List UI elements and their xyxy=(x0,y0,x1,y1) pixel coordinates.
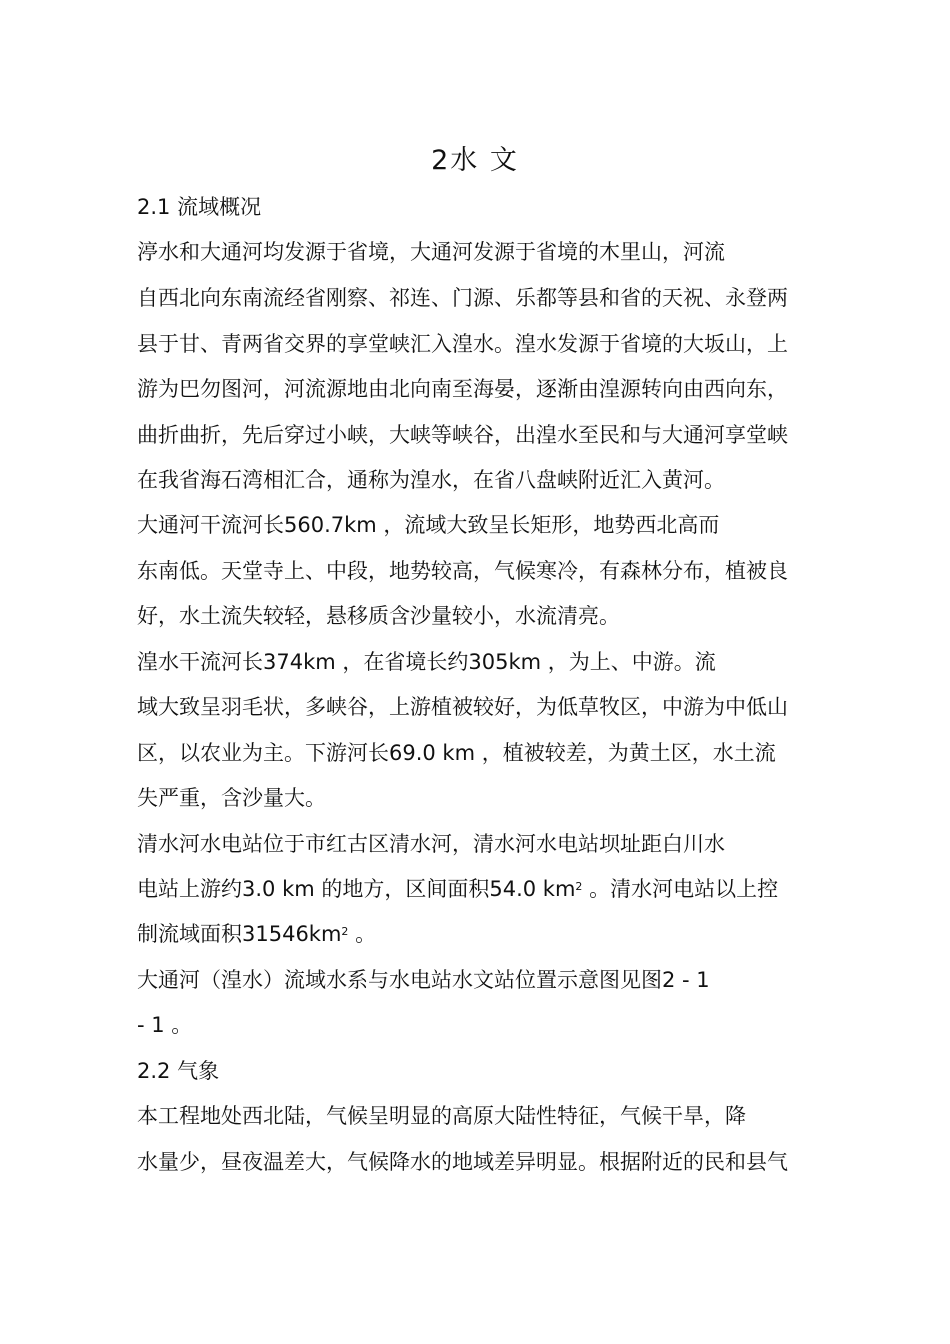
paragraph-line: 好，水土流失较轻，悬移质含沙量较小，水流清亮。 xyxy=(137,604,620,628)
paragraph-line: 本工程地处西北陆，气候呈明显的高原大陆性特征，气候干旱，降 xyxy=(137,1104,746,1128)
paragraph-line: 水量少，昼夜温差大，气候降水的地域差异明显。根据附近的民和县气 xyxy=(137,1150,788,1174)
paragraph-line: 湟水干流河长374km ，在省境长约305km ，为上、中游。流 xyxy=(137,650,716,674)
line-text: 制流域面积31546km xyxy=(137,922,342,946)
paragraph-line: 域大致呈羽毛状，多峡谷，上游植被较好，为低草牧区，中游为中低山 xyxy=(137,695,788,719)
paragraph-line: 自西北向东南流经省刚察、祁连、门源、乐都等县和省的天祝、永登两 xyxy=(137,286,788,310)
paragraph-line: 失严重，含沙量大。 xyxy=(137,786,326,810)
paragraph-line: 大通河（湟水）流域水系与水电站水文站位置示意图见图2 - 1 xyxy=(137,968,710,992)
paragraph-line: 大通河干流河长560.7km ，流域大致呈长矩形，地势西北高而 xyxy=(137,513,720,537)
paragraph-line: 区，以农业为主。下游河长69.0 km ，植被较差，为黄土区，水土流 xyxy=(137,741,776,765)
paragraph-line: - 1 。 xyxy=(137,1013,193,1037)
paragraph-line: 曲折曲折，先后穿过小峡，大峡等峡谷，出湟水至民和与大通河享堂峡 xyxy=(137,423,788,447)
section-heading: 2.2 气象 xyxy=(137,1059,220,1083)
superscript: 2 xyxy=(575,880,583,893)
section-heading: 2.1 流域概况 xyxy=(137,195,262,219)
line-text: 电站上游约3.0 km 的地方，区间面积54.0 km xyxy=(137,877,576,901)
superscript: 2 xyxy=(341,925,349,938)
paragraph-line: 渟水和大通河均发源于省境，大通河发源于省境的木里山，河流 xyxy=(137,240,725,264)
paragraph-line xyxy=(137,874,897,904)
line-text: 。 xyxy=(348,922,377,946)
paragraph-line: 清水河水电站位于市红古区清水河，清水河水电站坝址距白川水 xyxy=(137,832,725,856)
paragraph-line: 游为巴勿图河，河流源地由北向南至海晏，逐渐由湟源转向由西向东， xyxy=(137,377,788,401)
line-text: 。清水河电站以上控 xyxy=(582,877,779,901)
paragraph-line: 县于甘、青两省交界的享堂峡汇入湟水。湟水发源于省境的大坂山，上 xyxy=(137,332,788,356)
paragraph-line: 东南低。天堂寺上、中段，地势较高，气候寒冷，有森林分布，植被良 xyxy=(137,559,788,583)
paragraph-line: 在我省海石湾相汇合，通称为湟水，在省八盘峡附近汇入黄河。 xyxy=(137,468,725,492)
paragraph-line xyxy=(137,919,897,949)
chapter-title: 2水 文 xyxy=(431,145,519,176)
